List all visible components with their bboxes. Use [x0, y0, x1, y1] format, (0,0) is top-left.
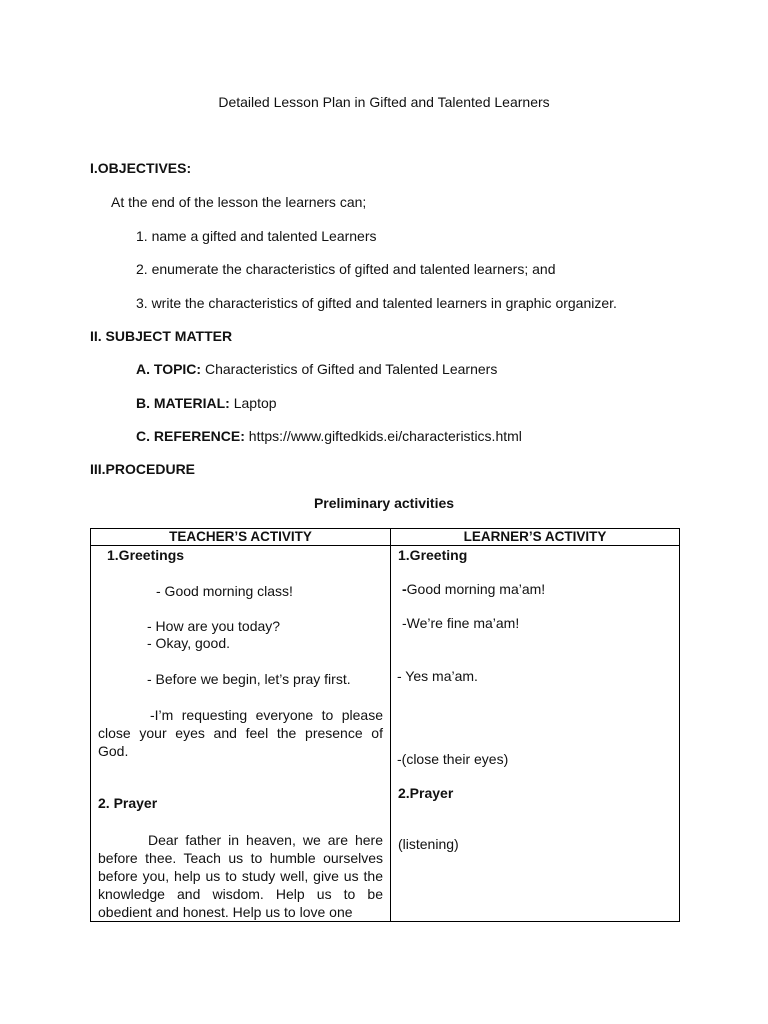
table-header-row	[91, 529, 680, 546]
topic-label: A. TOPIC:	[136, 361, 202, 377]
learner-line: -(close their eyes)	[397, 751, 509, 767]
reference-value: https://www.giftedkids.ei/characteristics.html	[248, 428, 522, 444]
activity-table	[90, 528, 680, 922]
topic-value: Characteristics of Gifted and Talented Learners	[204, 361, 498, 377]
reference-label: C. REFERENCE:	[136, 428, 245, 444]
learner-prayer-heading: 2.Prayer	[398, 785, 454, 801]
document-title: Detailed Lesson Plan in Gifted and Talented Learners	[218, 94, 550, 110]
objective-item: 3. write the characteristics of gifted and talented learners in graphic organizer.	[136, 295, 617, 311]
material-label: B. MATERIAL:	[136, 395, 230, 411]
learner-activity-cell	[391, 546, 680, 922]
preliminary-activities-heading: Preliminary activities	[313, 495, 455, 511]
teacher-line: - Good morning class!	[156, 583, 293, 599]
learner-good-morning: Good morning ma’am!	[406, 581, 546, 597]
topic-line	[136, 361, 497, 378]
objectives-heading: I.OBJECTIVES:	[90, 160, 192, 176]
teacher-prayer-heading: 2. Prayer	[98, 795, 158, 811]
subject-matter-heading: II. SUBJECT MATTER	[90, 328, 233, 344]
learner-line: - Yes ma’am.	[397, 668, 478, 684]
teacher-line: - How are you today?	[147, 618, 281, 634]
learner-dash: -	[402, 581, 407, 597]
objectives-intro: At the end of the lesson the learners can;	[111, 194, 367, 210]
teacher-line: - Before we begin, let’s pray first.	[147, 671, 351, 687]
teacher-line: -I’m requesting everyone to please close your eyes and feel the presence of God.	[98, 707, 383, 759]
reference-line	[136, 428, 522, 445]
learner-line	[402, 581, 545, 598]
objective-item: 2. enumerate the characteristics of gifted and talented learners; and	[136, 261, 556, 277]
learner-greeting-heading: 1.Greeting	[398, 547, 468, 563]
table-row	[91, 546, 680, 922]
objective-item: 1. name a gifted and talented Learners	[136, 228, 377, 244]
procedure-heading: III.PROCEDURE	[90, 461, 196, 477]
learner-line: (listening)	[398, 836, 459, 852]
teacher-greetings-heading: 1.Greetings	[107, 547, 185, 563]
teacher-activity-cell	[91, 546, 391, 922]
teacher-line: - Okay, good.	[147, 635, 231, 651]
teacher-activity-header: TEACHER’S ACTIVITY	[91, 529, 391, 546]
learner-line: -We’re fine ma’am!	[402, 615, 520, 631]
material-value: Laptop	[233, 395, 277, 411]
teacher-prayer-text: Dear father in heaven, we are here before thee. Teach us to humble ourselves before you, help us to study well, give us the knowledge and wisdom. Help us to be obedient and honest. Help us to love one	[98, 832, 383, 920]
material-line	[136, 395, 277, 412]
learner-activity-header: LEARNER’S ACTIVITY	[391, 529, 680, 546]
